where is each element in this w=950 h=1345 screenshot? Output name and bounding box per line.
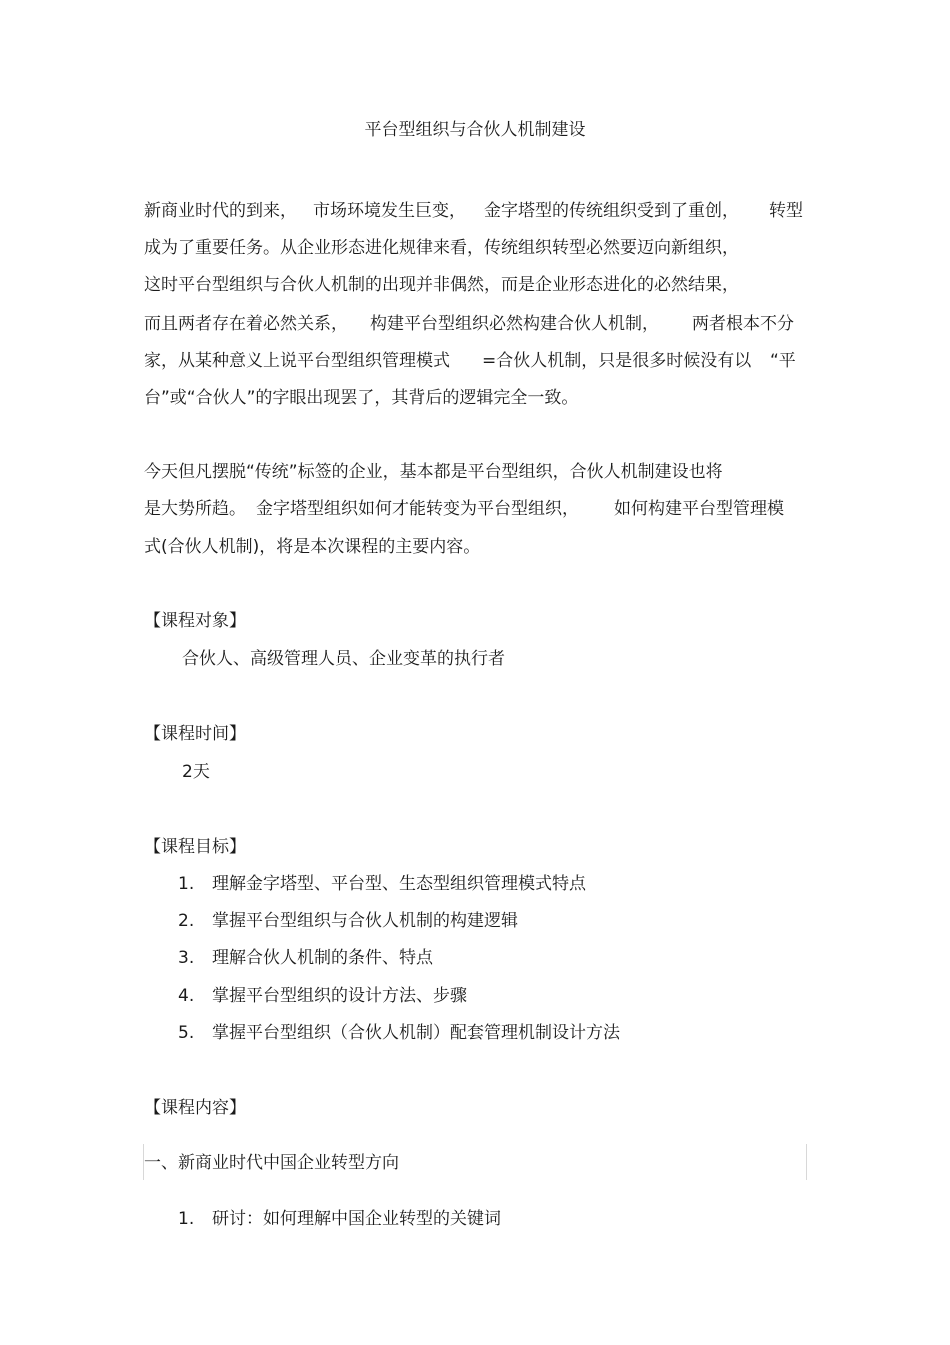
intro-line-3: 这时平台型组织与合伙人机制的出现并非偶然，而是企业形态进化的必然结果， (144, 275, 739, 295)
intro-line-1b: 市场环境发生巨变， (313, 201, 466, 221)
intro-line-1a: 新商业时代的到来， (144, 201, 297, 221)
goals-heading: 【课程目标】 (144, 837, 246, 857)
intro-line-6: 台”或“合伙人”的字眼出现罢了，其背后的逻辑完全一致。 (144, 388, 579, 408)
para2-line-2a: 是大势所趋。 (144, 499, 246, 519)
intro-line-4a: 而且两者存在着必然关系， (144, 314, 348, 334)
intro-line-5c: “平 (770, 351, 796, 371)
duration-heading: 【课程时间】 (144, 724, 246, 744)
goal-text: 理解金字塔型、平台型、生态型组织管理模式特点 (212, 874, 586, 894)
intro-line-1c: 金字塔型的传统组织受到了重创， (484, 201, 739, 221)
document-title: 平台型组织与合伙人机制建设 (364, 120, 586, 140)
goal-number: 3. (178, 948, 195, 968)
audience-text: 合伙人、高级管理人员、企业变革的执行者 (182, 649, 505, 669)
goal-text: 掌握平台型组织的设计方法、步骤 (212, 986, 467, 1006)
goal-text: 掌握平台型组织与合伙人机制的构建逻辑 (212, 911, 518, 931)
goal-number: 2. (178, 911, 195, 931)
intro-line-5a: 家，从某种意义上说平台型组织管理模式 (144, 351, 450, 371)
content-heading: 【课程内容】 (144, 1098, 246, 1118)
para2-line-3: 式(合伙人机制)，将是本次课程的主要内容。 (144, 537, 481, 557)
goal-number: 4. (178, 986, 195, 1006)
para2-line-1: 今天但凡摆脱“传统”标签的企业，基本都是平台型组织，合伙人机制建设也将 (144, 462, 723, 482)
section-1-title: 一、新商业时代中国企业转型方向 (144, 1153, 399, 1173)
content-item-text: 研讨：如何理解中国企业转型的关键词 (212, 1209, 501, 1229)
audience-heading: 【课程对象】 (144, 611, 246, 631)
duration-text: 2天 (182, 762, 210, 782)
intro-line-1d: 转型 (769, 201, 803, 221)
content-item-number: 1. (178, 1209, 195, 1229)
goal-number: 1. (178, 874, 195, 894)
intro-line-2: 成为了重要任务。从企业形态进化规律来看，传统组织转型必然要迈向新组织， (144, 238, 739, 258)
intro-line-4b: 构建平台型组织必然构建合伙人机制， (370, 314, 659, 334)
goal-text: 理解合伙人机制的条件、特点 (212, 948, 433, 968)
goal-number: 5. (178, 1023, 195, 1043)
goal-text: 掌握平台型组织（合伙人机制）配套管理机制设计方法 (212, 1023, 620, 1043)
para2-line-2b: 金字塔型组织如何才能转变为平台型组织， (256, 499, 579, 519)
intro-line-5b: =合伙人机制，只是很多时候没有以 (482, 351, 752, 371)
para2-line-2c: 如何构建平台型管理模 (614, 499, 784, 519)
intro-line-4c: 两者根本不分 (692, 314, 794, 334)
